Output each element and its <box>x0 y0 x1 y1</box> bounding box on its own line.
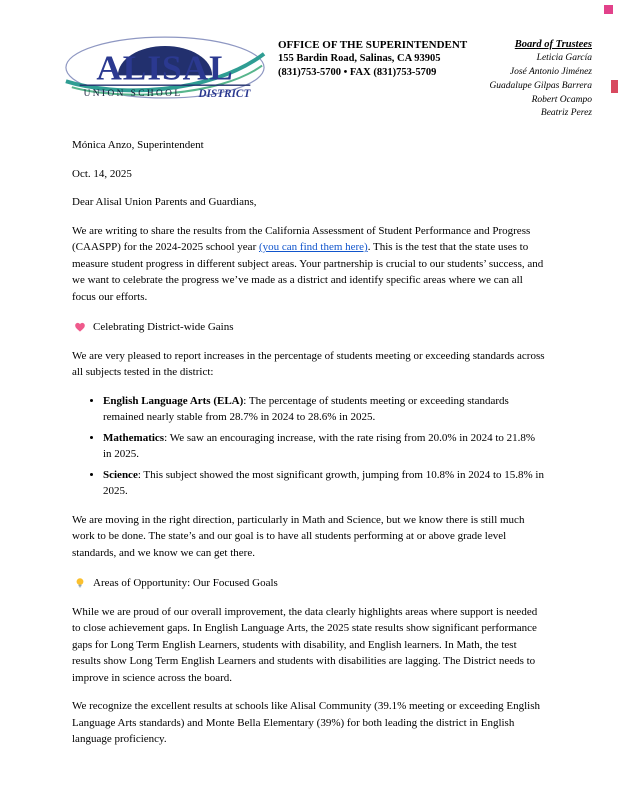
bullet-science <box>103 467 546 500</box>
logo-wordmark: ALISAL <box>96 48 234 88</box>
date-line: Oct. 14, 2025 <box>72 167 132 180</box>
board-member: Guadalupe Gilpas Barrera <box>489 80 592 91</box>
bullet-science-label: Science <box>103 468 138 481</box>
office-block <box>278 36 468 81</box>
bullet-ela-text: : The percentage of students meeting or exceeding standards remained nearly stable from 28.7% in 2024 to 28.6% in 2025. <box>103 394 509 424</box>
district-logo-graphic <box>62 36 268 103</box>
section2-heading-text: Areas of Opportunity: Our Focused Goals <box>93 577 278 590</box>
board-member: Beatriz Perez <box>540 108 592 119</box>
superintendent-line: Mónica Anzo, Superintendent <box>72 139 204 152</box>
office-address: 155 Bardin Road, Salinas, CA 93905 <box>278 53 441 65</box>
section2-heading <box>74 575 546 592</box>
page-marker-side <box>611 80 618 93</box>
gains-intro: We are very pleased to report increases in the percentage of students meeting or exceeding standards across all subjects tested in the district: <box>72 349 545 379</box>
gains-bullet-list <box>72 393 546 500</box>
opportunity-paragraph: While we are proud of our overall improvement, the data clearly highlights areas where support is needed to close achievement gaps. In English Language Arts, the 2025 state results show significant performance gaps for Long Term English Learners, students with disability, and English learners. In Math, the test results show Long Term English Learners and students with disabilities are lagging. The District needs to improve in science across the board. <box>72 605 538 684</box>
salutation: Dear Alisal Union Parents and Guardians, <box>72 196 257 209</box>
results-link[interactable]: (you can find them here) <box>258 241 368 254</box>
gains-outro: We are moving in the right direction, particularly in Math and Science, but we know there is still much work to be done. The state’s and our goal is to have all students performing at or above grade level standards, and we know we can get there. <box>72 513 525 559</box>
board-member: Leticia García <box>536 53 592 64</box>
board-block <box>489 36 592 121</box>
board-title: Board of Trustees <box>514 39 592 50</box>
office-title: OFFICE OF THE SUPERINTENDENT <box>278 39 468 51</box>
bullet-math-text: : We saw an encouraging increase, with the rate rising from 20.0% in 2024 to 21.8% in 2025. <box>103 431 536 461</box>
recognition-paragraph: We recognize the excellent results at schools like Alisal Community (39.1% meeting or exceeding English Language Arts standards) and Monte Bella Elementary (39%) for both leading the district in English language proficiency. <box>72 700 541 746</box>
board-member: Robert Ocampo <box>531 94 592 105</box>
lightbulb-icon <box>74 577 86 589</box>
logo-district: DISTRICT <box>198 87 251 100</box>
intro-paragraph <box>72 223 546 306</box>
logo-union-school: UNION SCHOOL <box>83 88 183 99</box>
intro-text-after-link: . This is the test that the state uses to measure student progress in different subject areas. Your partnership is crucial to our students’ success, and we want to celebrate the progress we’ve made as a district and identify specific areas where we can all focus our efforts. <box>72 241 544 303</box>
bullet-science-text: : This subject showed the most significant growth, jumping from 10.8% in 2024 to 15.8% in 2025. <box>103 468 544 498</box>
office-phone: (831)753-5700 • FAX (831)753-5709 <box>278 67 437 79</box>
letter-body <box>0 121 618 748</box>
section1-heading <box>74 319 546 336</box>
bullet-math-label: Mathematics <box>103 431 165 444</box>
bullet-ela-label: English Language Arts (ELA) <box>103 394 244 407</box>
bullet-math <box>103 430 546 463</box>
board-member: José Antonio Jiménez <box>509 66 592 77</box>
section1-heading-text: Celebrating District-wide Gains <box>93 321 234 334</box>
bullet-ela <box>103 393 546 426</box>
heart-icon <box>74 321 86 333</box>
letterhead <box>0 0 618 121</box>
district-logo <box>62 36 268 108</box>
intro-text-before-link: We are writing to share the results from the California Assessment of Student Performance and Progress (CAASPP) for the 2024-2025 school year <box>72 224 531 254</box>
page-marker-top <box>604 5 613 14</box>
